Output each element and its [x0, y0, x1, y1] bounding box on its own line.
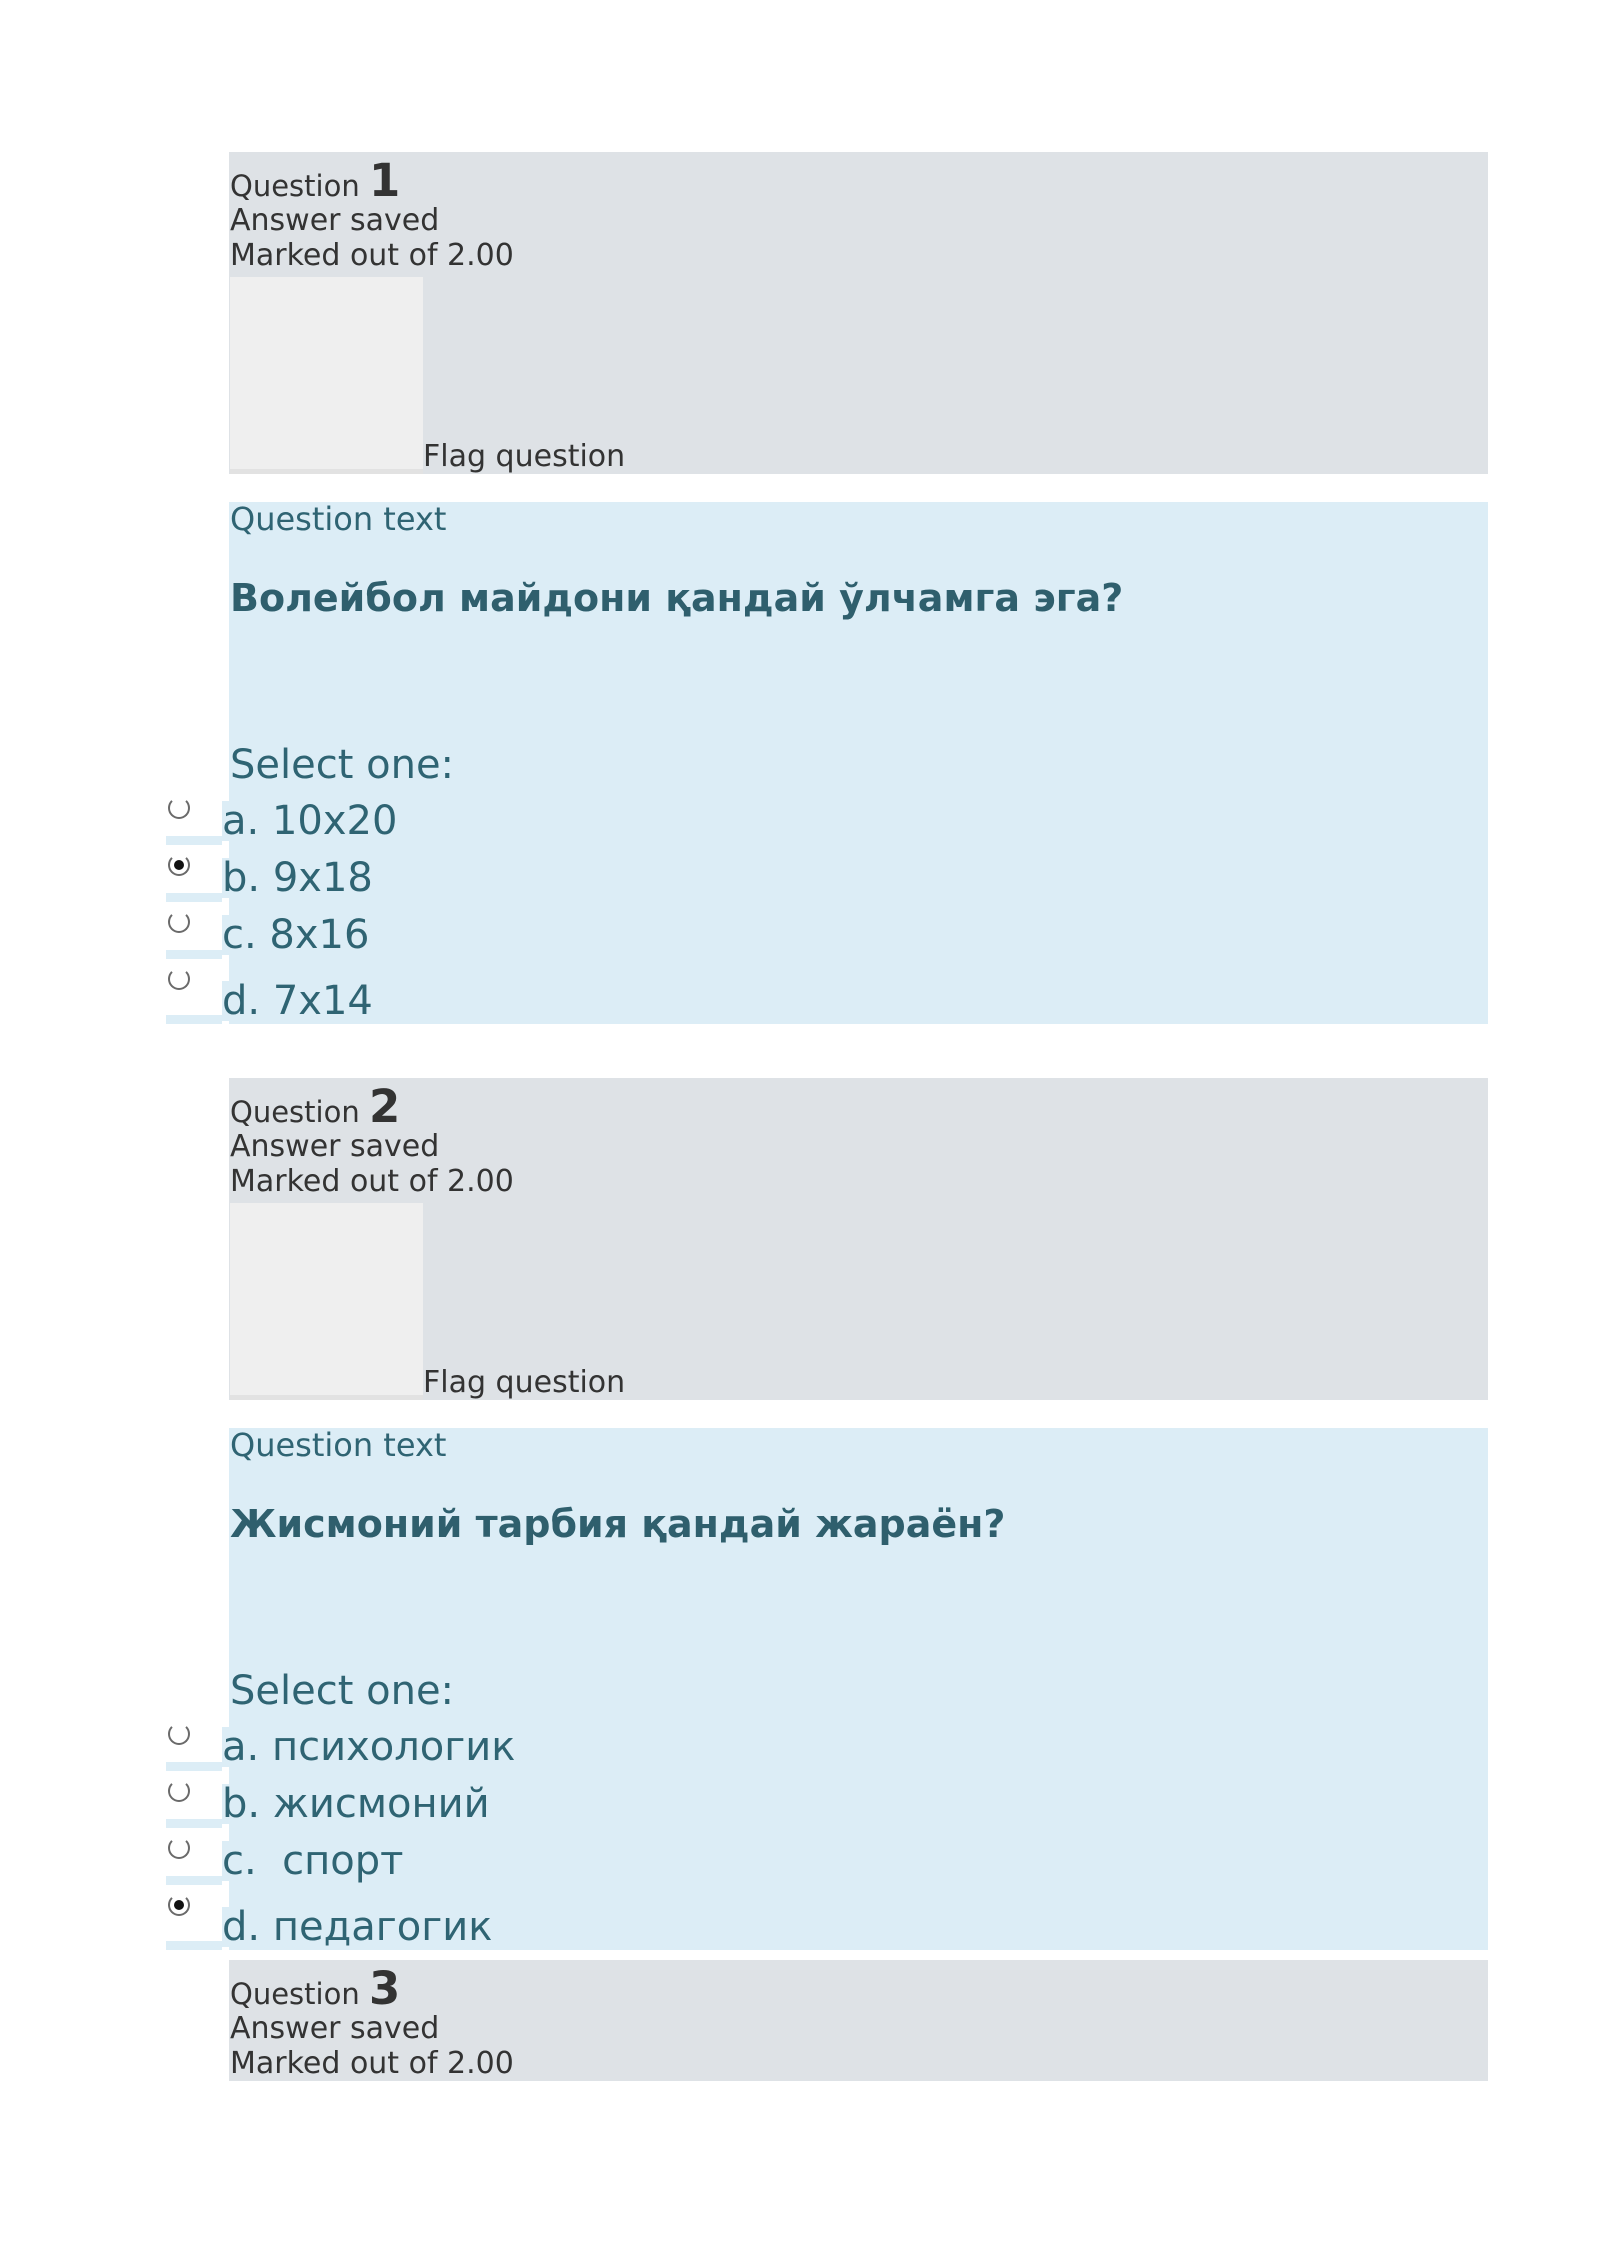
question-1-prompt: Select one:: [230, 742, 455, 788]
flag-icon[interactable]: [230, 277, 423, 474]
question-2-text: Жисмоний тарбия қандай жараён?: [230, 1502, 1006, 1546]
radio-button-selected[interactable]: [168, 854, 190, 876]
radio-button[interactable]: [168, 911, 190, 933]
question-2-grade: Marked out of 2.00: [230, 1164, 514, 1199]
question-1-number: [230, 154, 401, 207]
question-3-grade: Marked out of 2.00: [230, 2046, 514, 2081]
option-label[interactable]: b. жисмоний: [222, 1781, 490, 1827]
radio-button[interactable]: [168, 1780, 190, 1802]
option-label[interactable]: a. 10x20: [222, 798, 398, 844]
option-label[interactable]: b. 9x18: [222, 855, 373, 901]
question-2-number: [230, 1080, 401, 1133]
question-1-state: Answer saved: [230, 203, 440, 238]
option-label[interactable]: d. 7x14: [222, 978, 373, 1024]
question-2-prompt: Select one:: [230, 1668, 455, 1714]
question-2-state: Answer saved: [230, 1129, 440, 1164]
question-label: Question: [230, 169, 360, 203]
question-1-grade: Marked out of 2.00: [230, 238, 514, 273]
question-3-info: [229, 1960, 1488, 2081]
option-label[interactable]: c. спорт: [222, 1838, 404, 1884]
question-2-content: [229, 1428, 1488, 1950]
option-label[interactable]: d. педагогик: [222, 1904, 493, 1950]
question-1-text-label: Question text: [230, 500, 447, 538]
radio-button-selected[interactable]: [168, 1894, 190, 1916]
question-number: 1: [368, 154, 401, 207]
flag-icon[interactable]: [230, 1203, 423, 1400]
question-2-info: [229, 1078, 1488, 1400]
question-number: 2: [368, 1080, 401, 1133]
question-1-text: Волейбол майдони қандай ўлчамга эга?: [230, 576, 1124, 620]
radio-button[interactable]: [168, 797, 190, 819]
radio-button[interactable]: [168, 1837, 190, 1859]
question-1-info: [229, 152, 1488, 474]
question-3-state: Answer saved: [230, 2011, 440, 2046]
option-label[interactable]: c. 8x16: [222, 912, 370, 958]
question-3-number: [230, 1962, 401, 2015]
radio-button[interactable]: [168, 1723, 190, 1745]
question-label: Question: [230, 1095, 360, 1129]
option-label[interactable]: a. психологик: [222, 1724, 516, 1770]
question-1-flag-button[interactable]: Flag question: [423, 439, 626, 474]
question-2-text-label: Question text: [230, 1426, 447, 1464]
question-1-content: [229, 502, 1488, 1024]
question-2-flag-button[interactable]: Flag question: [423, 1365, 626, 1400]
radio-button[interactable]: [168, 968, 190, 990]
question-number: 3: [368, 1962, 401, 2015]
question-label: Question: [230, 1977, 360, 2011]
